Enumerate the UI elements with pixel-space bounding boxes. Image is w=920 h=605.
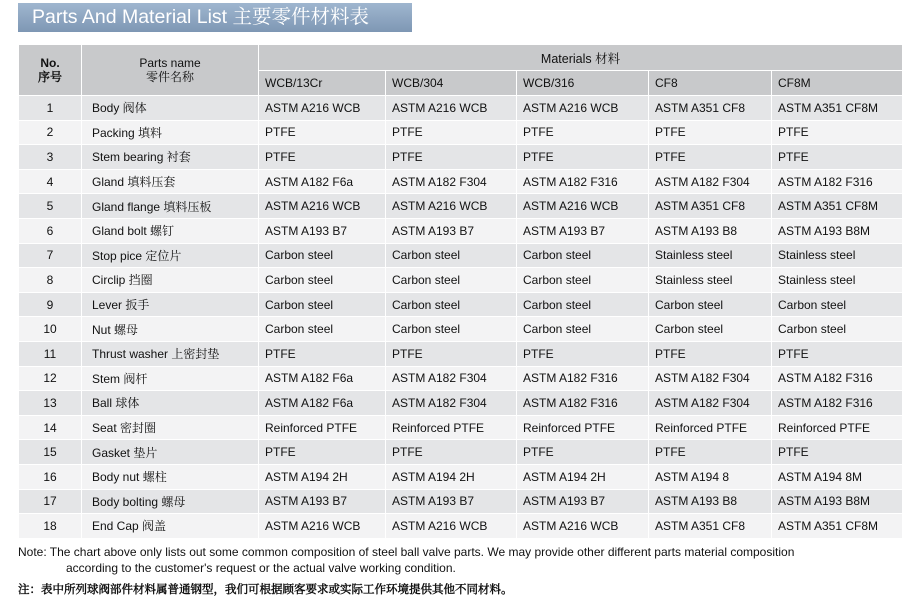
part-name: Body 阀体: [82, 96, 259, 121]
part-name: Lever 扳手: [82, 292, 259, 317]
material-cell: ASTM A193 B8: [649, 218, 772, 243]
material-cell: PTFE: [772, 341, 903, 366]
material-cell: Carbon steel: [259, 243, 386, 268]
material-cell: ASTM A351 CF8: [649, 96, 772, 121]
table-row: [19, 366, 903, 391]
table-row: [19, 218, 903, 243]
material-cell: PTFE: [386, 341, 517, 366]
material-cell: Carbon steel: [517, 268, 649, 293]
row-number: 1: [19, 96, 82, 121]
material-cell: PTFE: [259, 145, 386, 170]
material-cell: ASTM A351 CF8M: [772, 514, 903, 539]
material-cell: Stainless steel: [772, 268, 903, 293]
header-materials: Materials 材料: [259, 45, 903, 71]
header-no-cn: 序号: [37, 70, 62, 84]
row-number: 13: [19, 391, 82, 416]
table-row: [19, 317, 903, 342]
material-cell: ASTM A193 B7: [517, 489, 649, 514]
material-cell: ASTM A182 F304: [649, 391, 772, 416]
material-cell: ASTM A193 B7: [386, 489, 517, 514]
material-cell: PTFE: [517, 341, 649, 366]
table-row: [19, 96, 903, 121]
material-cell: PTFE: [517, 440, 649, 465]
table-row: [19, 415, 903, 440]
material-cell: ASTM A216 WCB: [259, 96, 386, 121]
note-chinese: 注：表中所列球阀部件材料属普通钢型，我们可根据顾客要求或实际工作环境提供其他不同材料。: [18, 584, 513, 596]
material-cell: ASTM A216 WCB: [386, 194, 517, 219]
parts-material-table: [18, 44, 903, 539]
material-cell: ASTM A216 WCB: [517, 194, 649, 219]
material-cell: ASTM A182 F304: [649, 169, 772, 194]
part-name: Body nut 螺柱: [82, 464, 259, 489]
material-cell: ASTM A216 WCB: [386, 514, 517, 539]
material-cell: Carbon steel: [259, 292, 386, 317]
row-number: 5: [19, 194, 82, 219]
material-cell: ASTM A182 F316: [772, 169, 903, 194]
material-cell: ASTM A216 WCB: [386, 96, 517, 121]
material-cell: Reinforced PTFE: [386, 415, 517, 440]
part-name: End Cap 阀盖: [82, 514, 259, 539]
material-cell: Carbon steel: [517, 292, 649, 317]
table-row: [19, 268, 903, 293]
material-cell: ASTM A193 B7: [259, 218, 386, 243]
part-name: Thrust washer 上密封垫: [82, 341, 259, 366]
material-cell: PTFE: [386, 145, 517, 170]
material-cell: Stainless steel: [772, 243, 903, 268]
material-cell: PTFE: [386, 120, 517, 145]
material-cell: PTFE: [517, 120, 649, 145]
table-row: [19, 169, 903, 194]
material-cell: ASTM A351 CF8M: [772, 96, 903, 121]
row-number: 9: [19, 292, 82, 317]
material-cell: ASTM A182 F316: [517, 391, 649, 416]
material-cell: ASTM A216 WCB: [259, 514, 386, 539]
row-number: 16: [19, 464, 82, 489]
material-cell: ASTM A193 B8M: [772, 218, 903, 243]
part-name: Seat 密封圈: [82, 415, 259, 440]
table-row: [19, 440, 903, 465]
material-cell: ASTM A194 8M: [772, 464, 903, 489]
material-cell: Stainless steel: [649, 268, 772, 293]
material-cell: ASTM A182 F304: [386, 366, 517, 391]
part-name: Body bolting 螺母: [82, 489, 259, 514]
part-name: Ball 球体: [82, 391, 259, 416]
table-row: [19, 391, 903, 416]
header-material-col: WCB/304: [386, 71, 517, 96]
table-body: [19, 96, 903, 539]
note-english-line2: according to the customer's request or the actual valve working condition.: [66, 561, 456, 575]
material-cell: Carbon steel: [259, 317, 386, 342]
header-material-col: WCB/13Cr: [259, 71, 386, 96]
material-cell: ASTM A194 2H: [517, 464, 649, 489]
part-name: Gasket 垫片: [82, 440, 259, 465]
material-cell: ASTM A194 2H: [259, 464, 386, 489]
table-row: [19, 243, 903, 268]
table-row: [19, 194, 903, 219]
header-parts-name-en: Parts name: [139, 56, 201, 70]
material-cell: ASTM A193 B7: [259, 489, 386, 514]
material-cell: ASTM A193 B8: [649, 489, 772, 514]
material-cell: PTFE: [259, 120, 386, 145]
table-row: [19, 292, 903, 317]
material-cell: ASTM A182 F304: [386, 169, 517, 194]
material-cell: Carbon steel: [386, 268, 517, 293]
row-number: 6: [19, 218, 82, 243]
table-row: [19, 489, 903, 514]
part-name: Nut 螺母: [82, 317, 259, 342]
header-material-col: WCB/316: [517, 71, 649, 96]
material-cell: PTFE: [649, 120, 772, 145]
row-number: 18: [19, 514, 82, 539]
material-cell: ASTM A351 CF8: [649, 194, 772, 219]
material-cell: ASTM A193 B7: [386, 218, 517, 243]
row-number: 4: [19, 169, 82, 194]
material-cell: ASTM A216 WCB: [517, 96, 649, 121]
row-number: 2: [19, 120, 82, 145]
material-cell: PTFE: [772, 120, 903, 145]
material-cell: Stainless steel: [649, 243, 772, 268]
material-cell: ASTM A182 F6a: [259, 366, 386, 391]
material-cell: ASTM A182 F316: [772, 391, 903, 416]
material-cell: ASTM A182 F316: [772, 366, 903, 391]
material-cell: ASTM A216 WCB: [517, 514, 649, 539]
material-cell: Reinforced PTFE: [517, 415, 649, 440]
material-cell: Reinforced PTFE: [649, 415, 772, 440]
part-name: Gland 填料压套: [82, 169, 259, 194]
material-cell: Carbon steel: [772, 317, 903, 342]
note-english-line1: Note: The chart above only lists out some common composition of steel ball valve parts. We may provide other different parts material composition: [18, 545, 795, 559]
material-cell: Carbon steel: [772, 292, 903, 317]
material-cell: ASTM A351 CF8: [649, 514, 772, 539]
row-number: 7: [19, 243, 82, 268]
material-cell: ASTM A182 F304: [649, 366, 772, 391]
material-cell: Carbon steel: [386, 317, 517, 342]
part-name: Stop pice 定位片: [82, 243, 259, 268]
part-name: Stem bearing 衬套: [82, 145, 259, 170]
material-cell: Carbon steel: [649, 292, 772, 317]
material-cell: PTFE: [259, 341, 386, 366]
part-name: Circlip 挡圈: [82, 268, 259, 293]
page-title: Parts And Material List 主要零件材料表: [18, 3, 412, 32]
material-cell: PTFE: [517, 145, 649, 170]
row-number: 10: [19, 317, 82, 342]
header-material-col: CF8: [649, 71, 772, 96]
row-number: 15: [19, 440, 82, 465]
part-name: Packing 填料: [82, 120, 259, 145]
material-cell: Carbon steel: [517, 317, 649, 342]
material-cell: ASTM A182 F6a: [259, 391, 386, 416]
row-number: 14: [19, 415, 82, 440]
material-cell: PTFE: [649, 440, 772, 465]
material-cell: ASTM A194 8: [649, 464, 772, 489]
material-cell: Reinforced PTFE: [259, 415, 386, 440]
header-parts-name: [82, 45, 259, 96]
note-english: [18, 544, 902, 576]
table-row: [19, 341, 903, 366]
part-name: Gland flange 填料压板: [82, 194, 259, 219]
material-cell: ASTM A216 WCB: [259, 194, 386, 219]
material-cell: ASTM A182 F304: [386, 391, 517, 416]
row-number: 8: [19, 268, 82, 293]
material-cell: Carbon steel: [386, 292, 517, 317]
material-cell: Carbon steel: [649, 317, 772, 342]
material-cell: ASTM A182 F316: [517, 366, 649, 391]
material-cell: ASTM A193 B8M: [772, 489, 903, 514]
material-cell: Carbon steel: [259, 268, 386, 293]
material-cell: PTFE: [772, 440, 903, 465]
material-cell: PTFE: [259, 440, 386, 465]
header-no-en: No.: [40, 56, 60, 70]
header-material-col: CF8M: [772, 71, 903, 96]
material-cell: PTFE: [649, 341, 772, 366]
material-cell: ASTM A351 CF8M: [772, 194, 903, 219]
material-cell: Carbon steel: [386, 243, 517, 268]
material-cell: PTFE: [772, 145, 903, 170]
table-row: [19, 514, 903, 539]
header-parts-name-cn: 零件名称: [145, 70, 194, 84]
row-number: 17: [19, 489, 82, 514]
material-cell: ASTM A182 F316: [517, 169, 649, 194]
part-name: Stem 阀杆: [82, 366, 259, 391]
row-number: 11: [19, 341, 82, 366]
material-cell: ASTM A182 F6a: [259, 169, 386, 194]
table-row: [19, 120, 903, 145]
header-no: [19, 45, 82, 96]
part-name: Gland bolt 螺钉: [82, 218, 259, 243]
table-row: [19, 145, 903, 170]
row-number: 12: [19, 366, 82, 391]
material-cell: ASTM A194 2H: [386, 464, 517, 489]
table-row: [19, 464, 903, 489]
material-cell: PTFE: [649, 145, 772, 170]
row-number: 3: [19, 145, 82, 170]
material-cell: Carbon steel: [517, 243, 649, 268]
material-cell: Reinforced PTFE: [772, 415, 903, 440]
material-cell: PTFE: [386, 440, 517, 465]
material-cell: ASTM A193 B7: [517, 218, 649, 243]
